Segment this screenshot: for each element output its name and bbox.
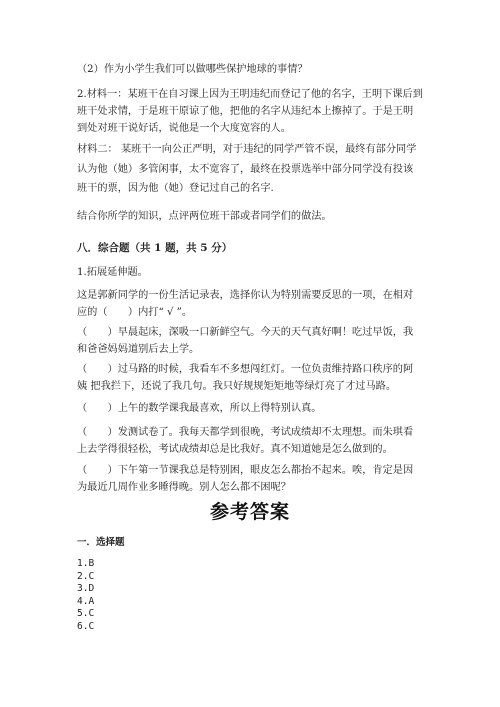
record-item-2: （ ）过马路的时候，我看车不多想闯红灯。一位负责维持路口秩序的阿姨 把我拦下，还说了我几句。我只好规规矩矩地等绿灯亮了才过马路。 xyxy=(77,364,414,392)
record-item-5: （ ）下午第一节课我总是特别困，眼皮怎么都抬不起来。唉，肯定是因为最近几周作业多睡得晚。别人怎么都不困呢？ xyxy=(77,465,414,493)
answer-item: 2.C xyxy=(77,570,95,582)
answer-item: 3.D xyxy=(77,583,95,595)
answer-item: 6.C xyxy=(77,620,95,632)
question-2-subpart: （2）作为小学生我们可以做哪些保护地球的事情？ xyxy=(77,64,308,75)
answer-item: 4.A xyxy=(77,595,95,607)
question-1-intro: 这是郭新同学的一份生活记录表，选择你认为特别需要反思的一项，在相对应的（ ）内打“ √ ”。 xyxy=(77,290,414,318)
record-item-1: （ ）早晨起床，深吸一口新鲜空气。今天的天气真好啊！吃过早饭，我和爸爸妈妈道别后去上学。 xyxy=(77,327,414,355)
answer-list xyxy=(77,558,94,634)
answer-section-title: 一．选择题 xyxy=(77,537,125,548)
material-one: 2.材料一：某班干在自习课上因为王明违纪而登记了他的名字，王明下课后到班干处求情，于是班干原谅了他，把他的名字从违纪本上擦掉了。于是王明到处对班干说好话，说他是一个大度宽容的人。 xyxy=(77,89,423,134)
section-8-title: 八．综合题（共 1 题，共 5 分） xyxy=(77,242,233,254)
answer-key-title: 参考答案 xyxy=(209,501,290,523)
question-1-title: 1.拓展延伸题。 xyxy=(77,267,148,278)
material-two: 材料二： 某班干一向公正严明，对于违纪的同学严管不误，最终有部分同学认为他（她）多管闲事，太不宽容了，最终在投票选举中部分同学没有投该班干的票，因为他（她）登记过自己的名字. xyxy=(77,144,417,194)
record-item-3: （ ）上午的数学课我最喜欢，所以上得特别认真。 xyxy=(77,403,322,414)
answer-item: 5.C xyxy=(77,608,95,620)
answer-item: 1.B xyxy=(77,558,95,569)
question-2-prompt: 结合你所学的知识，点评两位班干部或者同学们的做法。 xyxy=(77,211,332,222)
record-item-4: （ ）发测试卷了。我每天都学到很晚，考试成绩却不太理想。而朱琪看上去学得很轻松，考试成绩却总是比我好。真不知道她是怎么做到的。 xyxy=(77,427,414,455)
